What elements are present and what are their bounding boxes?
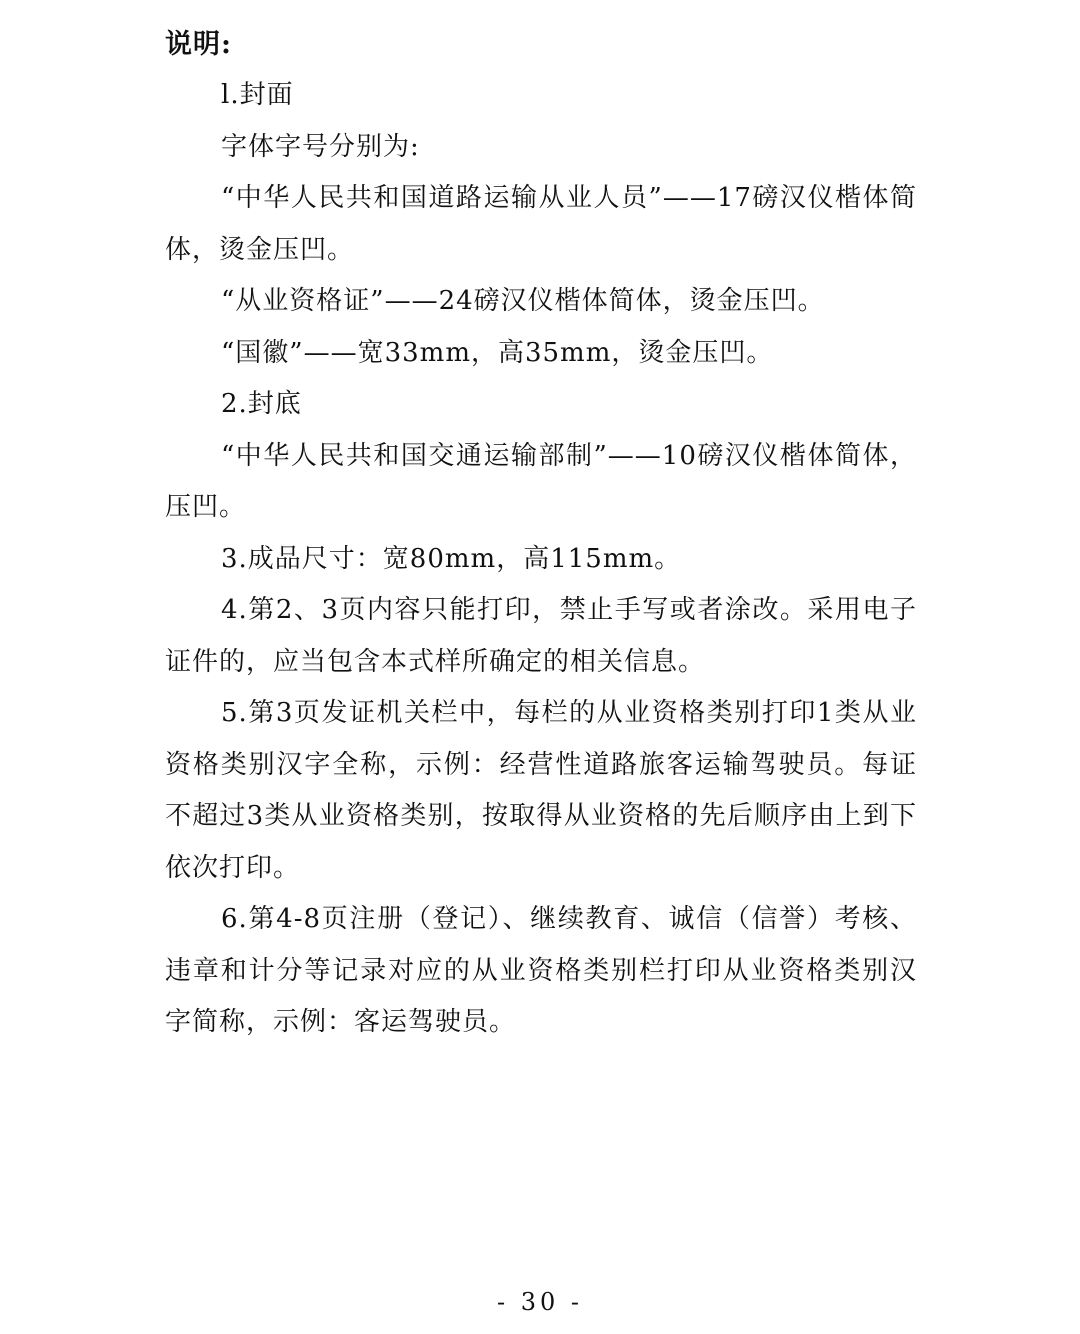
paragraph-pages-4-8: 6.第4-8页注册（登记）、继续教育、诚信（信誉）考核、违章和计分等记录对应的从业资格类别栏打印从业资格类别汉字简称，示例：客运驾驶员。 (165, 904, 917, 1037)
page-number: - 30 - (496, 1288, 583, 1316)
document-body (165, 20, 917, 1049)
paragraph-finished-size: 3.成品尺寸：宽80mm，高115mm。 (221, 543, 682, 574)
paragraph-cover-line-1: “中华人民共和国道路运输从业人员”——17磅汉仪楷体简体，烫金压凹。 (165, 183, 917, 265)
paragraph-cover-title: l.封面 (221, 80, 294, 110)
paragraph-cover-emblem: “国徽”——宽33mm，高35mm，烫金压凹。 (221, 337, 774, 368)
section-heading: 说明: (165, 29, 232, 60)
paragraph-pages-2-3: 4.第2、3页内容只能打印，禁止手写或者涂改。采用电子证件的，应当包含本式样所确定的相关信息。 (165, 595, 917, 677)
paragraph-back-cover-title: 2.封底 (221, 389, 302, 419)
paragraph-back-cover-text: “中华人民共和国交通运输部制”——10磅汉仪楷体简体，压凹。 (165, 440, 917, 522)
paragraph-cover-line-2: “从业资格证”——24磅汉仪楷体简体，烫金压凹。 (221, 286, 825, 316)
paragraph-page-3-authority: 5.第3页发证机关栏中，每栏的从业资格类别打印1类从业资格类别汉字全称，示例：经营性道路旅客运输驾驶员。每证不超过3类从业资格类别，按取得从业资格的先后顺序由上到下依次打印。 (165, 698, 917, 883)
paragraph-font-sizes: 字体字号分别为: (221, 131, 420, 162)
